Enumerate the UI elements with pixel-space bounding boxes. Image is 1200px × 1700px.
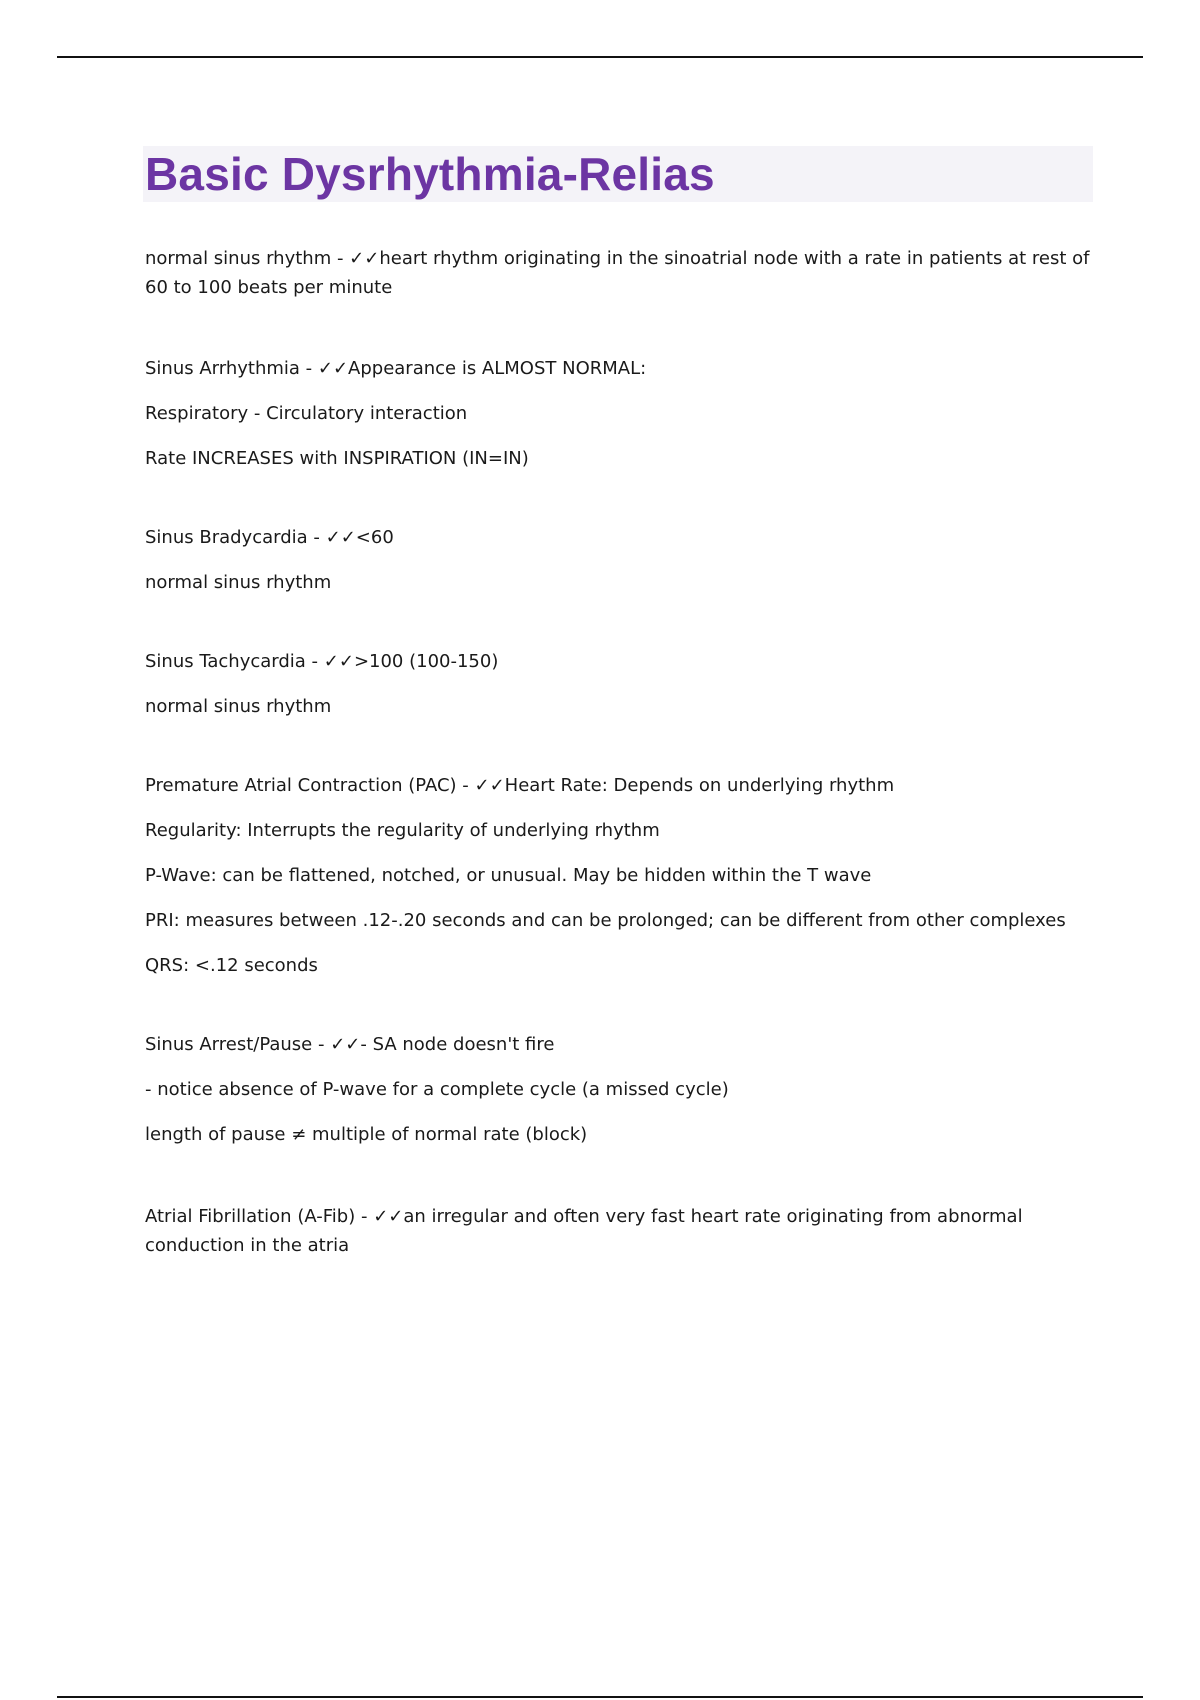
entry-first-line <box>145 526 1095 550</box>
entry-term: normal sinus rhythm <box>145 248 332 269</box>
entry-term: Sinus Tachycardia <box>145 651 306 672</box>
flashcard-entry <box>145 650 1095 719</box>
entry-definition: heart rhythm originating in the sinoatrial node with a rate in patients at rest of 60 to 100 beats per minute <box>145 248 1090 298</box>
entry-detail-line: Respiratory - Circulatory interaction <box>145 403 468 424</box>
entry-detail-line: PRI: measures between .12-.20 seconds and can be prolonged; can be different from other complexes <box>145 910 1066 931</box>
entry-first-line <box>145 774 1095 798</box>
entry-definition: Appearance is ALMOST NORMAL: <box>348 358 647 379</box>
entry-definition: <60 <box>355 527 394 548</box>
flashcard-entry <box>145 244 1095 302</box>
entry-definition: Heart Rate: Depends on underlying rhythm <box>504 775 895 796</box>
top-rule <box>57 56 1143 58</box>
entry-definition: an irregular and often very fast heart rate originating from abnormal conduction in the atria <box>145 1206 1023 1256</box>
entry-detail-line: P-Wave: can be flattened, notched, or unusual. May be hidden within the T wave <box>145 865 872 886</box>
flashcard-entry <box>145 526 1095 595</box>
bottom-rule <box>57 1696 1143 1698</box>
entry-term: Sinus Bradycardia <box>145 527 308 548</box>
entry-definition: >100 (100-150) <box>353 651 499 672</box>
flashcard-entry <box>145 774 1095 978</box>
entry-detail-line: Regularity: Interrupts the regularity of underlying rhythm <box>145 820 660 841</box>
entry-first-line <box>145 1033 1095 1057</box>
entry-term: Premature Atrial Contraction (PAC) <box>145 775 457 796</box>
entry-definition: - SA node doesn't fire <box>360 1034 555 1055</box>
check-marks: - ✓✓ <box>355 1206 404 1227</box>
entry-first-line <box>145 650 1095 674</box>
entry-first-line <box>145 357 1095 381</box>
entry-detail-line: Rate INCREASES with INSPIRATION (IN=IN) <box>145 448 529 469</box>
check-marks: - ✓✓ <box>456 775 505 796</box>
check-marks: - ✓✓ <box>305 651 354 672</box>
entry-detail-line: normal sinus rhythm <box>145 696 332 717</box>
flashcard-list <box>145 244 1095 1315</box>
flashcard-entry <box>145 1202 1095 1260</box>
entry-detail-line: length of pause ≠ multiple of normal rate (block) <box>145 1124 588 1145</box>
entry-first-line <box>145 1202 1095 1260</box>
check-marks: - ✓✓ <box>312 1034 361 1055</box>
entry-term: Sinus Arrest/Pause <box>145 1034 313 1055</box>
entry-term: Atrial Fibrillation (A-Fib) <box>145 1206 356 1227</box>
entry-detail-line: QRS: <.12 seconds <box>145 955 318 976</box>
check-marks: - ✓✓ <box>331 248 380 269</box>
entry-detail-line: normal sinus rhythm <box>145 572 332 593</box>
entry-term: Sinus Arrhythmia <box>145 358 300 379</box>
flashcard-entry <box>145 1033 1095 1147</box>
check-marks: - ✓✓ <box>307 527 356 548</box>
entry-first-line <box>145 244 1095 302</box>
flashcard-entry <box>145 357 1095 471</box>
entry-detail-line: - notice absence of P-wave for a complete cycle (a missed cycle) <box>145 1079 729 1100</box>
document-title: Basic Dysrhythmia-Relias <box>145 148 715 200</box>
check-marks: - ✓✓ <box>299 358 349 379</box>
